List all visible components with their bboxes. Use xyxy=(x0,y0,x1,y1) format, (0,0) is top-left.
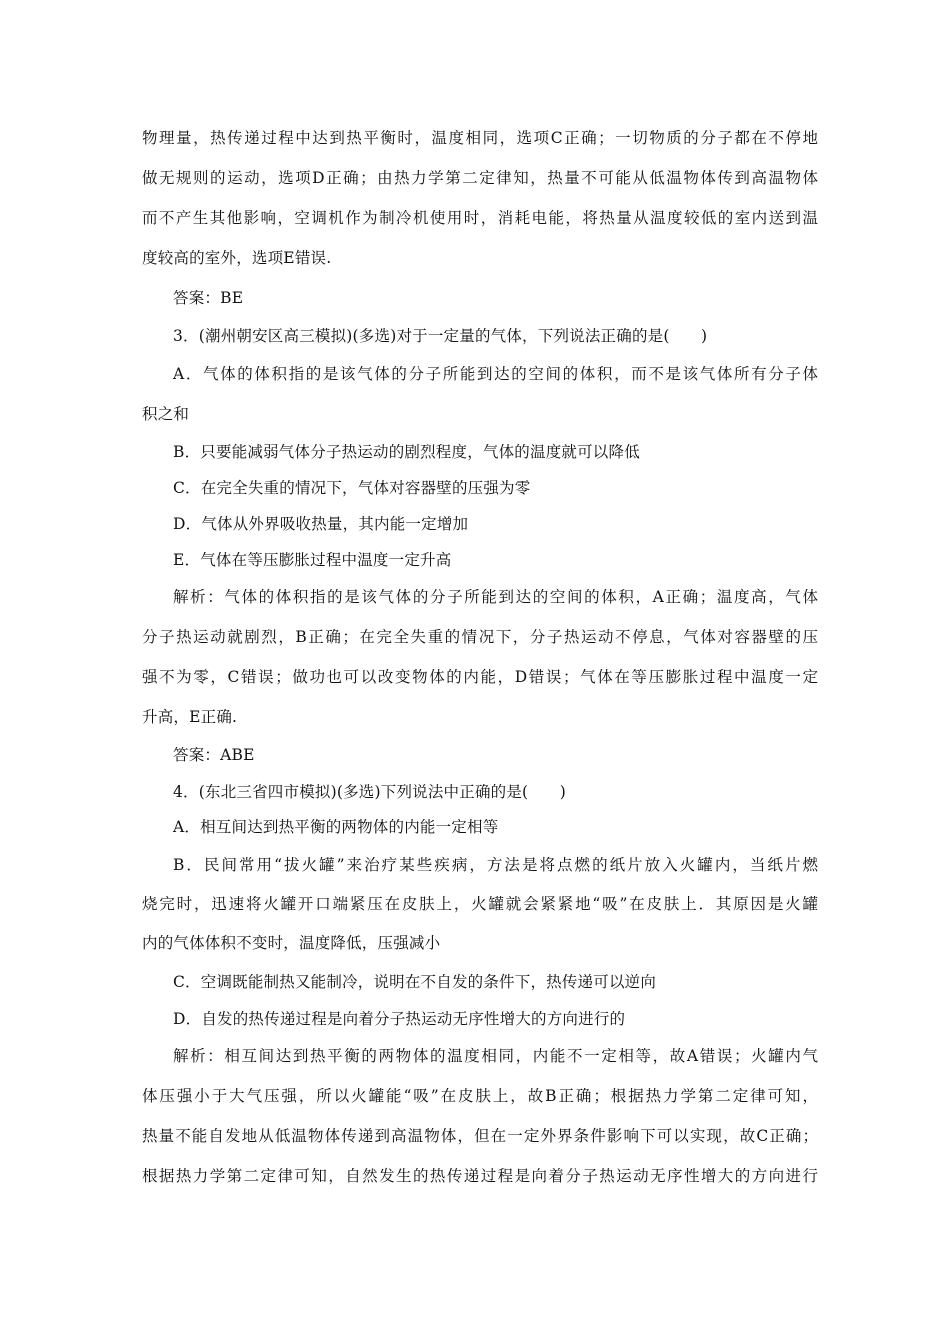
answer-line: 答案：BE xyxy=(173,289,244,307)
analysis-line: 分子热运动就剧烈，B正确；在完全失重的情况下，分子热运动不停息，气体对容器壁的压 xyxy=(142,628,818,646)
analysis-line: 体压强小于大气压强，所以火罐能“吸”在皮肤上，故B正确；根据热力学第二定律可知， xyxy=(142,1087,818,1105)
option-c: C．在完全失重的情况下，气体对容器壁的压强为零 xyxy=(173,479,531,497)
question-stem: 4．(东北三省四市模拟)(多选)下列说法中正确的是( ) xyxy=(173,783,566,801)
option-a-continued: 积之和 xyxy=(142,405,190,423)
analysis-line: 强不为零，C错误；做功也可以改变物体的内能，D错误；气体在等压膨胀过程中温度一定 xyxy=(142,668,818,686)
option-a: A．气体的体积指的是该气体的分子所能到达的空间的体积，而不是该气体所有分子体 xyxy=(173,365,818,383)
question-stem: 3．(潮州朝安区高三模拟)(多选)对于一定量的气体，下列说法正确的是( ) xyxy=(173,327,708,345)
paragraph-line: 度较高的室外，选项E错误. xyxy=(142,249,332,267)
paragraph-line: 而不产生其他影响，空调机作为制冷机使用时，消耗电能，将热量从温度较低的室内送到温 xyxy=(142,209,818,227)
paragraph-line: 做无规则的运动，选项D正确；由热力学第二定律知，热量不可能从低温物体传到高温物体 xyxy=(142,169,818,187)
option-b: B．只要能减弱气体分子热运动的剧烈程度，气体的温度就可以降低 xyxy=(173,443,640,461)
paragraph-line: 物理量，热传递过程中达到热平衡时，温度相同，选项C正确；一切物质的分子都在不停地 xyxy=(142,129,818,147)
option-c: C．空调既能制热又能制冷，说明在不自发的条件下，热传递可以逆向 xyxy=(173,973,657,991)
answer-line: 答案：ABE xyxy=(173,746,255,764)
analysis-line: 热量不能自发地从低温物体传递到高温物体，但在一定外界条件影响下可以实现，故C正确； xyxy=(142,1127,818,1145)
option-b-continued: 内的气体体积不变时，温度降低，压强减小 xyxy=(142,934,441,952)
analysis-line: 根据热力学第二定律可知，自然发生的热传递过程是向着分子热运动无序性增大的方向进行 xyxy=(142,1167,818,1185)
analysis-line: 升高，E正确. xyxy=(142,708,238,726)
option-d: D．自发的热传递过程是向着分子热运动无序性增大的方向进行的 xyxy=(173,1010,626,1028)
analysis-line: 解析：气体的体积指的是该气体的分子所能到达的空间的体积，A正确；温度高，气体 xyxy=(173,588,818,606)
option-d: D．气体从外界吸收热量，其内能一定增加 xyxy=(173,515,469,533)
option-a: A．相互间达到热平衡的两物体的内能一定相等 xyxy=(173,818,499,836)
option-b-continued: 烧完时，迅速将火罐开口端紧压在皮肤上，火罐就会紧紧地“吸”在皮肤上．其原因是火罐 xyxy=(142,895,818,913)
analysis-line: 解析：相互间达到热平衡的两物体的温度相同，内能不一定相等，故A错误；火罐内气 xyxy=(173,1047,818,1065)
option-b: B．民间常用“拔火罐”来治疗某些疾病，方法是将点燃的纸片放入火罐内，当纸片燃 xyxy=(173,856,818,874)
option-e: E．气体在等压膨胀过程中温度一定升高 xyxy=(173,551,452,569)
